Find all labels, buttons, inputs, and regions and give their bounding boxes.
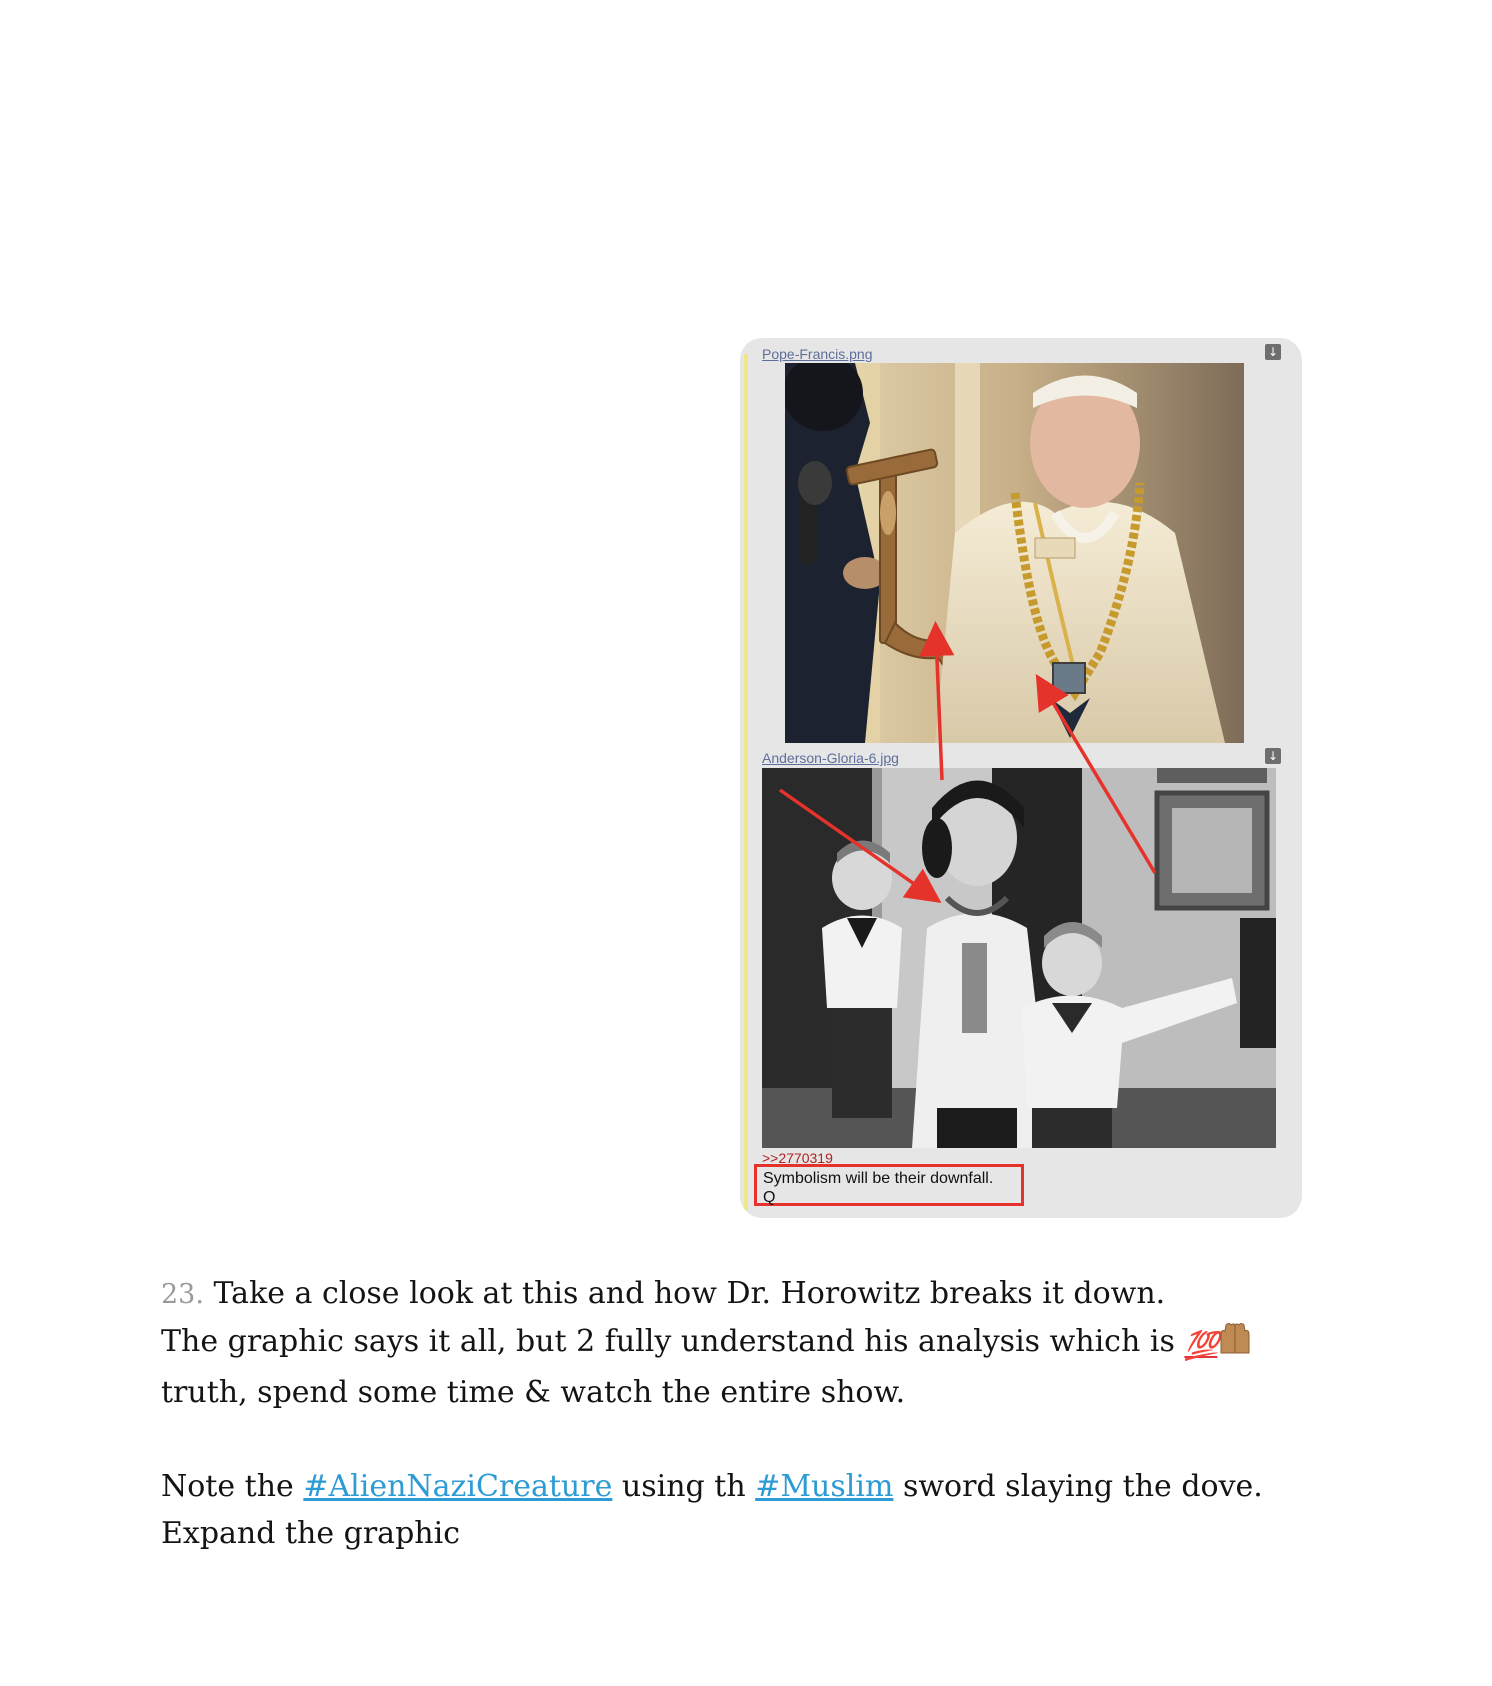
post-signature: Q	[763, 1189, 776, 1206]
download-icon[interactable]: ↓	[1265, 748, 1281, 764]
pope-francis-photo[interactable]	[785, 363, 1244, 743]
hundred-points-emoji-icon: 💯	[1184, 1329, 1218, 1362]
tweet-line-1-text: Take a close look at this and how Dr. Horowitz breaks it down.	[213, 1276, 1166, 1311]
anderson-gloria-photo[interactable]	[762, 768, 1276, 1148]
tweet-line-4	[161, 1510, 1311, 1557]
tweet-line-2-end: truth, spend some time & watch the entire show.	[161, 1375, 906, 1410]
thread-number: 23.	[161, 1279, 204, 1310]
tweet-line-4-text: Expand the graphic	[161, 1516, 460, 1551]
paragraph-gap	[161, 1416, 1311, 1463]
imageboard-post-card	[740, 338, 1302, 1218]
tweet-line-2	[161, 1318, 1311, 1416]
raising-hands-emoji-icon	[1217, 1321, 1253, 1355]
tweet-line-3-start: Note the	[161, 1469, 294, 1504]
download-icon[interactable]: ↓	[1265, 344, 1281, 360]
file-link-pope-francis[interactable]: Pope-Francis.png	[762, 346, 873, 362]
tweet-line-1	[161, 1270, 1311, 1318]
file-link-anderson-gloria[interactable]: Anderson-Gloria-6.jpg	[762, 750, 899, 766]
tweet-line-3-middle: using th	[621, 1469, 746, 1504]
hashtag-alien-nazi-creature[interactable]: #AlienNaziCreature	[303, 1469, 613, 1504]
tweet-line-3	[161, 1463, 1311, 1510]
tweet-line-2-text: The graphic says it all, but 2 fully understand his analysis which is	[161, 1324, 1175, 1359]
tweet-text	[161, 1270, 1311, 1557]
post-line: Symbolism will be their downfall.	[763, 1170, 994, 1187]
tweet-line-3-end: sword slaying the dove.	[902, 1469, 1263, 1504]
quote-bar	[744, 354, 748, 1210]
post-reference-link[interactable]: >>2770319	[762, 1150, 833, 1166]
highlighted-post-text	[754, 1164, 1024, 1206]
hashtag-muslim[interactable]: #Muslim	[755, 1469, 894, 1504]
